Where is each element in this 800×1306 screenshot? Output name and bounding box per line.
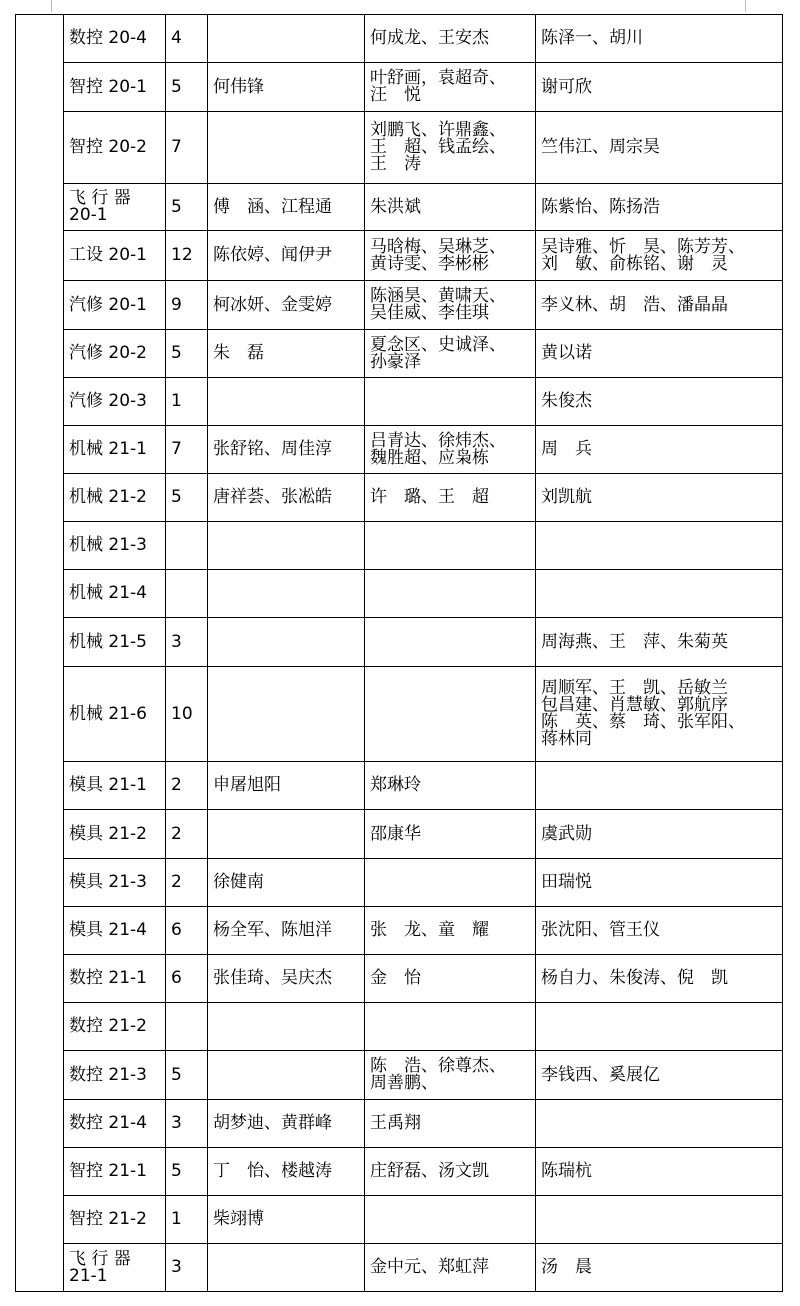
table-row [16, 1196, 783, 1244]
names-column-1-cell: 傅 涵、江程通 [208, 184, 365, 231]
names-column-1-cell [208, 1051, 365, 1100]
table-row [16, 474, 783, 522]
class-name-cell: 智控 21-1 [64, 1148, 166, 1196]
names-column-2-cell [365, 859, 536, 907]
student-count-cell: 5 [166, 330, 208, 378]
names-column-1-cell: 张佳琦、吴庆杰 [208, 955, 365, 1003]
names-column-1-cell: 申屠旭阳 [208, 762, 365, 810]
names-column-1-cell: 胡梦迪、黄群峰 [208, 1100, 365, 1148]
class-name-cell: 数控 21-1 [64, 955, 166, 1003]
names-column-3-cell [536, 1196, 783, 1244]
class-name-cell: 模具 21-4 [64, 907, 166, 955]
names-column-2-cell: 吕青达、徐炜杰、 魏胜超、应枭栋 [365, 426, 536, 474]
table-row [16, 667, 783, 762]
names-column-2-cell: 朱洪斌 [365, 184, 536, 231]
corner-mark-left [51, 0, 52, 12]
names-column-3-cell: 谢可欣 [536, 63, 783, 112]
names-column-2-cell: 邵康华 [365, 810, 536, 859]
student-count-cell [166, 570, 208, 618]
names-column-1-cell: 柴翊博 [208, 1196, 365, 1244]
page-corner-marks [0, 0, 800, 14]
names-column-3-cell: 陈瑞杭 [536, 1148, 783, 1196]
names-column-3-cell [536, 522, 783, 570]
names-column-1-cell: 陈依婷、闻伊尹 [208, 231, 365, 281]
names-column-3-cell: 李义林、胡 浩、潘晶晶 [536, 281, 783, 330]
class-name-cell: 智控 21-2 [64, 1196, 166, 1244]
names-column-3-cell [536, 1100, 783, 1148]
names-column-2-cell [365, 378, 536, 426]
names-column-3-cell [536, 570, 783, 618]
class-name-cell: 模具 21-2 [64, 810, 166, 859]
names-column-3-cell: 陈紫怡、陈扬浩 [536, 184, 783, 231]
names-column-3-cell: 竺伟江、周宗昊 [536, 112, 783, 184]
names-column-3-cell: 张沈阳、管王仪 [536, 907, 783, 955]
names-column-2-cell: 叶舒画，袁超奇、 汪 悦 [365, 63, 536, 112]
student-count-cell: 5 [166, 184, 208, 231]
table-row [16, 281, 783, 330]
class-name-cell: 汽修 20-1 [64, 281, 166, 330]
names-column-3-cell: 李钱西、奚展亿 [536, 1051, 783, 1100]
names-column-3-cell: 田瑞悦 [536, 859, 783, 907]
names-column-3-cell: 吴诗雅、忻 昊、陈芳芳、 刘 敏、俞栋铭、谢 灵 [536, 231, 783, 281]
names-column-1-cell: 朱 磊 [208, 330, 365, 378]
class-name-cell: 机械 21-5 [64, 618, 166, 667]
class-name-cell: 汽修 20-3 [64, 378, 166, 426]
names-column-3-cell [536, 1003, 783, 1051]
names-column-1-cell: 张舒铭、周佳淳 [208, 426, 365, 474]
student-count-cell: 3 [166, 618, 208, 667]
names-column-3-cell: 刘凯航 [536, 474, 783, 522]
table-row [16, 955, 783, 1003]
student-count-cell: 2 [166, 762, 208, 810]
names-column-3-cell: 周海燕、王 萍、朱菊英 [536, 618, 783, 667]
student-count-cell: 2 [166, 859, 208, 907]
class-name-cell: 汽修 20-2 [64, 330, 166, 378]
student-count-cell: 7 [166, 112, 208, 184]
names-column-2-cell: 马晗梅、吴琳芝、 黄诗雯、李彬彬 [365, 231, 536, 281]
student-count-cell: 5 [166, 474, 208, 522]
names-column-2-cell: 郑琳玲 [365, 762, 536, 810]
table-row [16, 618, 783, 667]
names-column-1-cell [208, 570, 365, 618]
class-name-cell: 数控 21-3 [64, 1051, 166, 1100]
names-column-3-cell: 朱俊杰 [536, 378, 783, 426]
names-column-1-cell [208, 15, 365, 63]
names-column-1-cell: 唐祥荟、张凇皓 [208, 474, 365, 522]
names-column-3-cell: 汤 晨 [536, 1244, 783, 1292]
student-count-cell: 1 [166, 378, 208, 426]
names-column-2-cell: 陈涵昊、黄啸天、 吴佳威、李佳琪 [365, 281, 536, 330]
table-row [16, 426, 783, 474]
names-column-2-cell [365, 570, 536, 618]
table-row [16, 570, 783, 618]
names-column-1-cell: 柯冰妍、金雯婷 [208, 281, 365, 330]
class-name-cell: 模具 21-3 [64, 859, 166, 907]
names-column-2-cell [365, 618, 536, 667]
student-count-cell: 1 [166, 1196, 208, 1244]
table-row [16, 378, 783, 426]
table-row [16, 859, 783, 907]
merged-category-cell [16, 15, 64, 1292]
names-column-3-cell: 周 兵 [536, 426, 783, 474]
table-row [16, 1100, 783, 1148]
names-column-1-cell [208, 1003, 365, 1051]
names-column-1-cell [208, 1244, 365, 1292]
class-name-cell: 数控 21-2 [64, 1003, 166, 1051]
table-row [16, 1148, 783, 1196]
names-column-2-cell: 金中元、郑虹萍 [365, 1244, 536, 1292]
names-column-2-cell [365, 1003, 536, 1051]
class-name-cell: 智控 20-2 [64, 112, 166, 184]
student-list-table [15, 14, 783, 1292]
names-column-3-cell: 周顺军、王 凯、岳敏兰 包昌建、肖慧敏、郭航序 陈 英、蔡 琦、张军阳、 蒋林同 [536, 667, 783, 762]
names-column-2-cell: 刘鹏飞、许鼎鑫、 王 超、钱孟绘、 王 涛 [365, 112, 536, 184]
names-column-1-cell [208, 378, 365, 426]
table-row [16, 184, 783, 231]
names-column-1-cell: 杨全军、陈旭洋 [208, 907, 365, 955]
table-row [16, 907, 783, 955]
class-name-cell: 智控 20-1 [64, 63, 166, 112]
student-count-cell: 9 [166, 281, 208, 330]
class-name-cell: 数控 20-4 [64, 15, 166, 63]
names-column-3-cell: 黄以诺 [536, 330, 783, 378]
table-row [16, 330, 783, 378]
class-name-cell: 模具 21-1 [64, 762, 166, 810]
names-column-3-cell: 陈泽一、胡川 [536, 15, 783, 63]
names-column-2-cell: 张 龙、童 耀 [365, 907, 536, 955]
student-count-cell: 4 [166, 15, 208, 63]
student-count-cell: 3 [166, 1244, 208, 1292]
table-row [16, 63, 783, 112]
names-column-1-cell [208, 810, 365, 859]
names-column-2-cell: 陈 浩、徐尊杰、 周善鹏、 [365, 1051, 536, 1100]
names-column-2-cell: 庄舒磊、汤文凯 [365, 1148, 536, 1196]
student-count-cell: 10 [166, 667, 208, 762]
table-row [16, 1003, 783, 1051]
names-column-2-cell [365, 667, 536, 762]
table-row [16, 810, 783, 859]
table-row [16, 15, 783, 63]
class-name-cell: 数控 21-4 [64, 1100, 166, 1148]
class-name-cell: 机械 21-4 [64, 570, 166, 618]
class-name-cell: 飞 行 器 21-1 [64, 1244, 166, 1292]
names-column-1-cell: 丁 怡、楼越涛 [208, 1148, 365, 1196]
names-column-1-cell [208, 618, 365, 667]
class-name-cell: 机械 21-1 [64, 426, 166, 474]
table-row [16, 762, 783, 810]
table-row [16, 1244, 783, 1292]
class-name-cell: 机械 21-6 [64, 667, 166, 762]
names-column-2-cell: 王禹翔 [365, 1100, 536, 1148]
table-row [16, 231, 783, 281]
student-count-cell: 5 [166, 1148, 208, 1196]
table-row [16, 522, 783, 570]
student-count-cell [166, 1003, 208, 1051]
corner-mark-right [745, 0, 746, 12]
names-column-1-cell: 徐健南 [208, 859, 365, 907]
names-column-1-cell [208, 522, 365, 570]
student-count-cell: 2 [166, 810, 208, 859]
names-column-1-cell [208, 112, 365, 184]
student-count-cell: 6 [166, 907, 208, 955]
student-count-cell: 7 [166, 426, 208, 474]
student-count-cell: 3 [166, 1100, 208, 1148]
names-column-2-cell [365, 522, 536, 570]
names-column-3-cell [536, 762, 783, 810]
student-count-cell: 12 [166, 231, 208, 281]
names-column-1-cell: 何伟锋 [208, 63, 365, 112]
names-column-3-cell: 杨自力、朱俊涛、倪 凯 [536, 955, 783, 1003]
class-name-cell: 飞 行 器 20-1 [64, 184, 166, 231]
class-name-cell: 工设 20-1 [64, 231, 166, 281]
names-column-1-cell [208, 667, 365, 762]
names-column-2-cell: 夏念区、史诚泽、 孙豪泽 [365, 330, 536, 378]
student-count-cell: 5 [166, 63, 208, 112]
names-column-2-cell: 何成龙、王安杰 [365, 15, 536, 63]
names-column-2-cell: 金 怡 [365, 955, 536, 1003]
table-row [16, 112, 783, 184]
student-count-cell: 5 [166, 1051, 208, 1100]
class-name-cell: 机械 21-3 [64, 522, 166, 570]
names-column-2-cell: 许 璐、王 超 [365, 474, 536, 522]
names-column-3-cell: 虞武勋 [536, 810, 783, 859]
table-body [16, 15, 783, 1292]
class-name-cell: 机械 21-2 [64, 474, 166, 522]
names-column-2-cell [365, 1196, 536, 1244]
table-row [16, 1051, 783, 1100]
student-count-cell: 6 [166, 955, 208, 1003]
student-count-cell [166, 522, 208, 570]
